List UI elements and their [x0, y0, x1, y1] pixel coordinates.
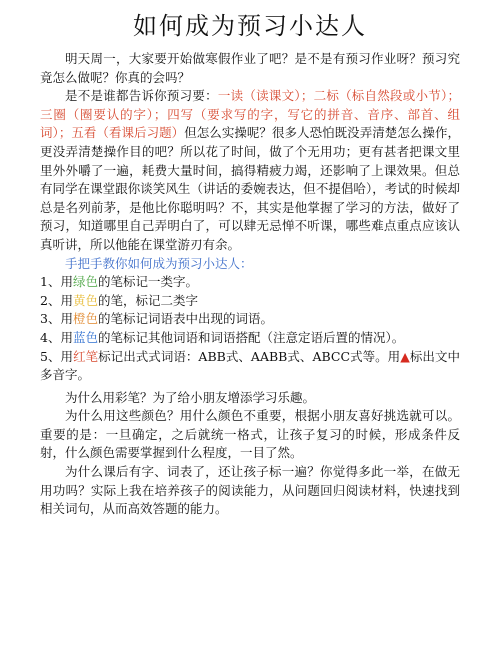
page-title: 如何成为预习小达人: [133, 12, 367, 40]
why-paragraph-1: 为什么用彩笔？为了给小朋友增添学习乐趣。: [65, 389, 316, 405]
list-item: [40, 348, 460, 385]
triangle-icon: ▲: [400, 348, 410, 364]
list-item: [40, 329, 460, 348]
list-item-text: 标记出式式词语：ABB式、AABB式、ABCC式等。用: [98, 348, 401, 364]
section-heading: 手把手教你如何成为预习小达人：: [65, 255, 253, 271]
list-item-text: 标出文中多音字。: [40, 348, 460, 383]
list-item-color-word: 橙色: [72, 311, 98, 327]
list-item-color-word: 黄色: [72, 292, 98, 308]
list-item: [40, 310, 460, 329]
list-item-number: 3、用: [40, 311, 73, 327]
list-item: [40, 273, 460, 292]
intro-p2-suffix: 但怎么实操呢？很多人恐怕既没弄清楚怎么操作，更没弄清楚操作目的吧？所以花了时间，做了个无用功；更有甚者把课文里里外外嚼了一遍，耗费大量时间，搞得精疲力竭，还影响了上课效果。但总有同学在课堂跟你谈笑风生（讲话的委婉表达，但不提倡哈），考试的时候却总是名列前茅，是他比你聪明吗？不，其实是他掌握了学习的方法，做好了预习，知道哪里自己弄明白了，可以肆无忌惮不听课，哪些难点重点应该认真听讲，所以他能在课堂游刃有余。: [40, 125, 460, 252]
why-paragraph-2: 为什么用这些颜色？用什么颜色不重要，根据小朋友喜好挑选就可以。重要的是：一旦确定，之后就统一格式，让孩子复习的时候，形成条件反射，什么颜色需要掌握到什么程度，一目了然。: [40, 408, 460, 461]
list-item-text: 的笔，标记二类字: [97, 292, 198, 308]
list-item: [40, 292, 460, 311]
list-item-number: 1、用: [40, 274, 73, 290]
list-item-text: 的笔标记其他词语和词语搭配（注意定语后置的情况）。: [97, 329, 405, 345]
list-item-color-word: 红笔: [73, 348, 99, 364]
list-item-text: 的笔标记词语表中出现的词语。: [97, 311, 273, 327]
why-paragraph-3: 为什么课后有字、词表了，还让孩子标一遍？你觉得多此一举，在做无用功吗？实际上我在培养孩子的阅读能力，从问题回归阅读材料，快速找到相关词句，从而高效答题的能力。: [40, 464, 460, 517]
list-item-color-word: 绿色: [72, 274, 98, 290]
list-item-number: 4、用: [40, 329, 73, 345]
intro-paragraph-1: 明天周一，大家要开始做寒假作业了吧？是不是有预习作业呀？预习究竟怎么做呢？你真的会吗？: [40, 51, 460, 85]
intro-p2-prefix: 是不是谁都告诉你预习要：: [65, 88, 218, 104]
list-item-text: 的笔标记一类字。: [97, 274, 198, 290]
list-item-color-word: 蓝色: [72, 329, 98, 345]
intro-paragraph-2: [40, 87, 460, 254]
list-item-number: 5、用: [40, 348, 74, 364]
intro-p2-highlight: 一读（读课文）；二标（标自然段或小节）；三圈（圈要认的字）；四写（要求写的字，写它的拼音、音序、部首、组词）；五看（看课后习题）: [40, 88, 460, 141]
steps-list: [40, 273, 460, 385]
list-item-number: 2、用: [40, 292, 73, 308]
